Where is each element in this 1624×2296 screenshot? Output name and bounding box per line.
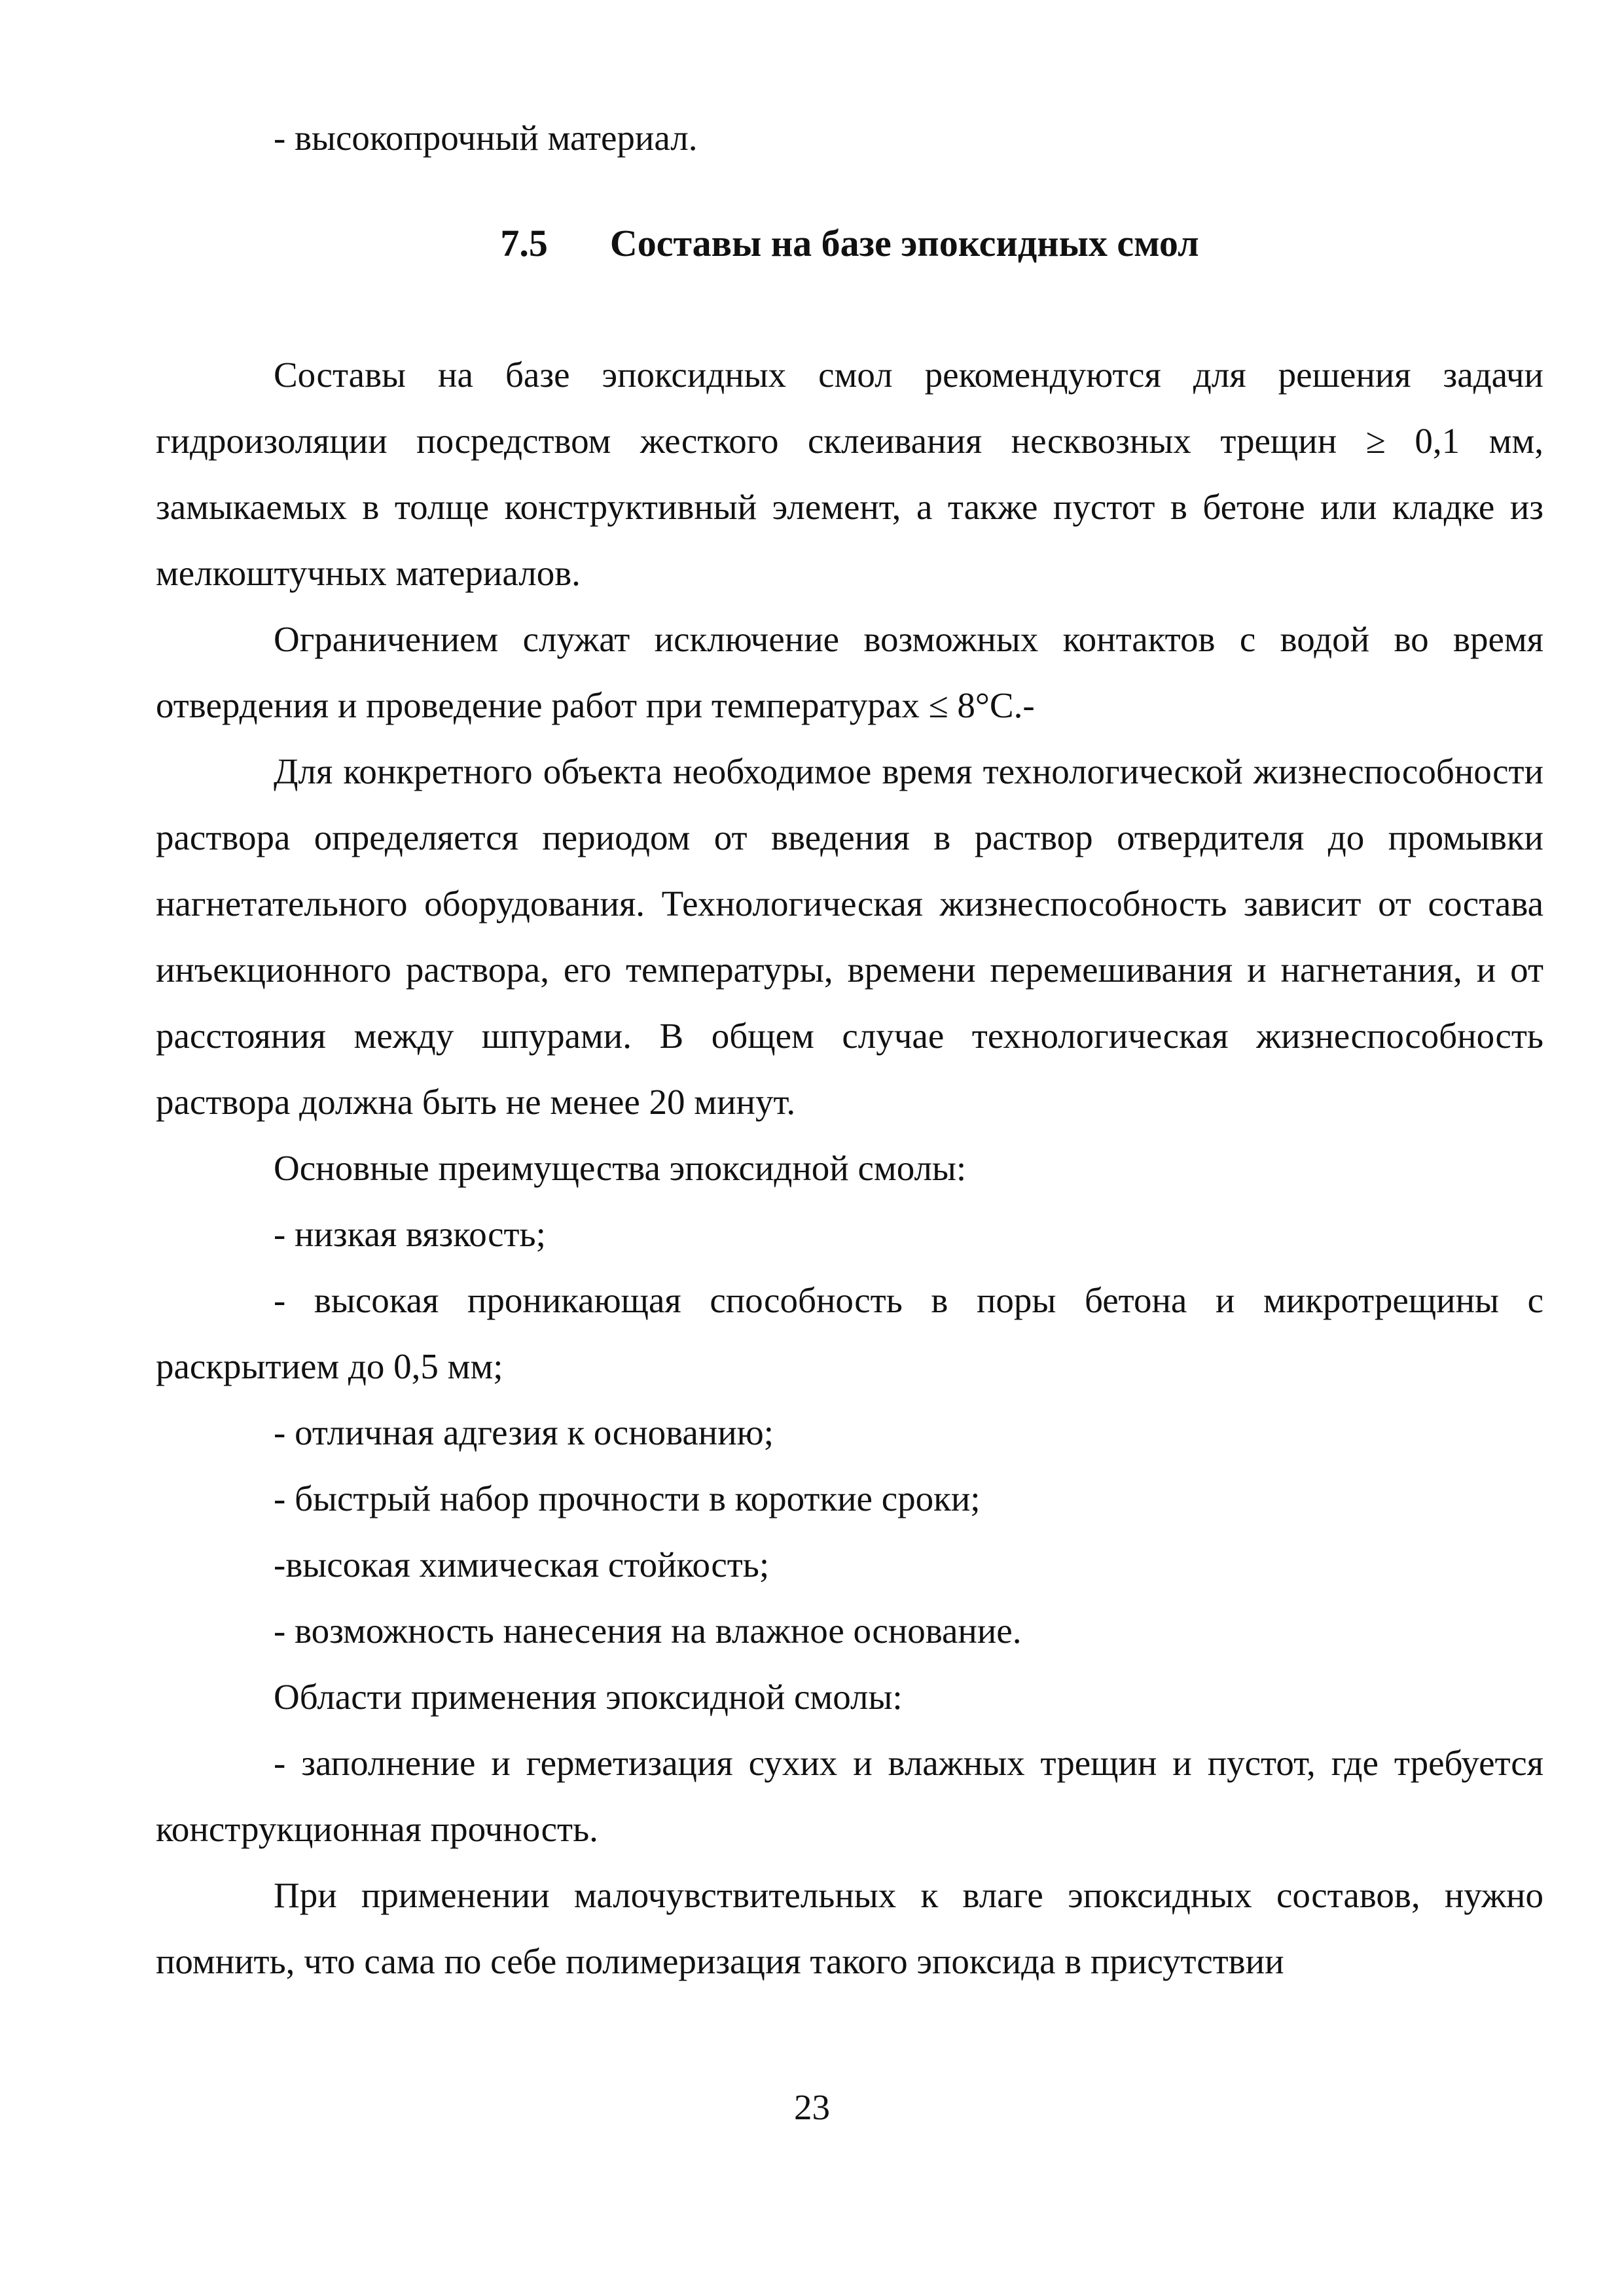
paragraph: Области применения эпоксидной смолы: — [274, 1677, 903, 1717]
list-item: - быстрый набор прочности в короткие сроки; — [274, 1479, 981, 1518]
spacer — [156, 276, 1543, 342]
paragraph: Для конкретного объекта необходимое время технологической жизнеспособности раствора определяется периодом от введения в раствор отвердителя до промывки нагнетательного оборудования. Технологическая жизнеспособность зависит от состава инъекционного раствора, его температуры, времени перемешивания и нагнетания, и от расстояния между шпурами. В общем случае технологическая жизнеспособность раствора должна быть не менее 20 минут. — [156, 751, 1543, 1122]
list-item: - отличная адгезия к основанию; — [274, 1412, 774, 1452]
section-number: 7.5 — [500, 222, 548, 264]
document-page — [156, 105, 1543, 1994]
section-heading — [156, 210, 1543, 276]
list-item: - низкая вязкость; — [274, 1214, 546, 1254]
paragraph: Составы на базе эпоксидных смол рекомендуются для решения задачи гидроизоляции посредством жесткого склеивания несквозных трещин ≥ 0,1 мм, замыкаемых в толще конструктивный элемент, а также пустот в бетоне или кладке из мелкоштучных материалов. — [156, 355, 1543, 593]
paragraph: Основные преимущества эпоксидной смолы: — [274, 1148, 967, 1188]
paragraph: Ограничением служат исключение возможных контактов с водой во время отвердения и проведение работ при температурах ≤ 8°С.- — [156, 619, 1543, 725]
intro-line: - высокопрочный материал. — [274, 118, 698, 158]
paragraph: При применении малочувствительных к влаге эпоксидных составов, нужно помнить, что сама по себе полимеризация такого эпоксида в присутствии — [156, 1875, 1543, 1981]
section-title: Составы на базе эпоксидных смол — [609, 222, 1199, 264]
list-item: -высокая химическая стойкость; — [274, 1545, 770, 1585]
list-item: - высокая проникающая способность в поры бетона и микротрещины с раскрытием до 0,5 мм; — [156, 1280, 1543, 1386]
list-item: - заполнение и герметизация сухих и влажных трещин и пустот, где требуется конструкционная прочность. — [156, 1743, 1543, 1849]
list-item: - возможность нанесения на влажное основание. — [274, 1611, 1022, 1651]
page-number: 23 — [794, 2087, 830, 2127]
spacer — [156, 171, 1543, 210]
